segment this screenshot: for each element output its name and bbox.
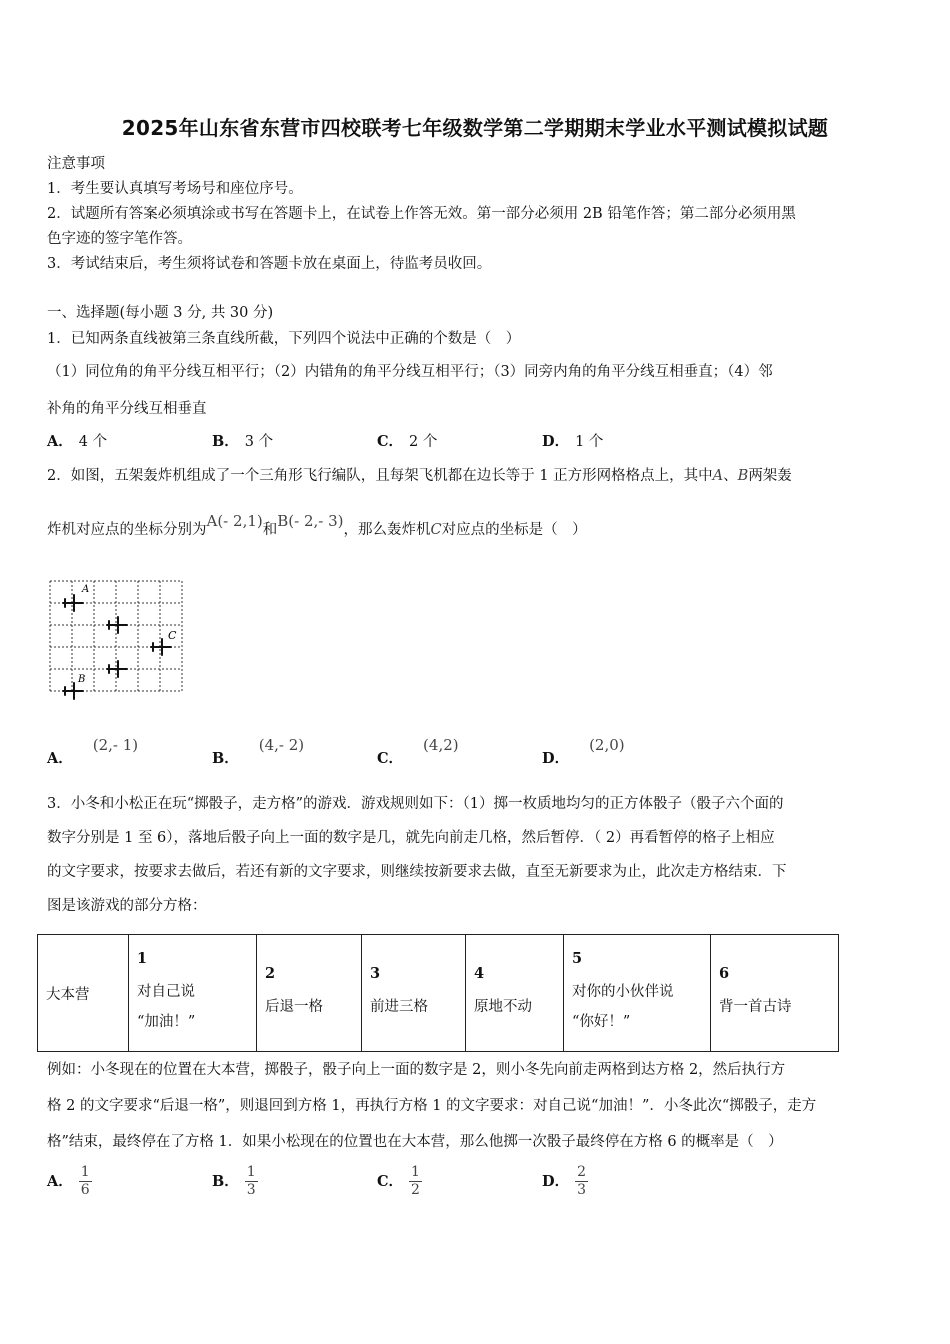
game-board-table [37,934,839,1052]
q3-stem: 图是该游戏的部分方格： [47,898,207,914]
table-cell-2: 2 后退一格 [257,935,362,1052]
table-row [38,935,839,1052]
fraction: $\frac{1}{2}$ [411,1164,420,1198]
fig-label-a: A [82,584,90,595]
notice-heading: 注意事项 [47,156,105,172]
table-cell-4: 4 原地不动 [466,935,564,1052]
q1-option-b[interactable]: B． 3 个 [212,433,274,450]
fig-label-c: C [168,629,177,642]
section-heading: 一、选择题(每小题 3 分, 共 30 分) [47,305,274,321]
q3-option-a[interactable]: A． $\frac{1}{6}$ [47,1164,90,1198]
q3-option-c[interactable]: C． $\frac{1}{2}$ [377,1164,420,1198]
q1-statements: （1）同位角的角平分线互相平行；（2）内错角的角平分线互相平行；（3）同旁内角的角平分线互相垂直；（4）邻 [47,364,773,380]
table-cell-5: 5 对你的小伙伴说 “你好！” [564,935,711,1052]
q3-option-d[interactable]: D． $\frac{2}{3}$ [542,1164,586,1198]
q2-option-b[interactable]: B．(4,- 2) [212,736,305,767]
fraction: $\frac{2}{3}$ [577,1164,586,1198]
q3-example: 格”结束，最终停在了方格 1．如果小松现在的位置也在大本营，那么他掷一次骰子最终停在方格 6 的概率是（ ） [47,1134,783,1150]
table-cell-start: 大本营 [38,935,129,1052]
q3-option-b[interactable]: B． $\frac{1}{3}$ [212,1164,256,1198]
q1-option-c[interactable]: C． 2 个 [377,433,438,450]
fraction: $\frac{1}{6}$ [80,1164,90,1198]
table-cell-6: 6 背一首古诗 [711,935,839,1052]
fraction: $\frac{1}{3}$ [246,1164,256,1198]
q3-options [47,1164,907,1210]
q2-stem: 2．如图，五架轰炸机组成了一个三角形飞行编队，且每架飞机都在边长等于 1 正方形网格格点上，其中A、B两架轰 [47,468,792,484]
q1-option-a[interactable]: A． 4 个 [47,433,108,450]
q2-option-c[interactable]: C．(4,2) [377,736,459,767]
q3-example: 例如：小冬现在的位置在大本营，掷骰子，骰子向上一面的数字是 2，则小冬先向前走两格到达方格 2，然后执行方 [47,1062,786,1078]
plane-b-icon [63,683,83,699]
q3-stem: 数字分别是 1 至 6），落地后骰子向上一面的数字是几，就先向前走几格，然后暂停．（ 2）再看暂停的格子上相应 [47,830,775,846]
q2-option-a[interactable]: A．(2,- 1) [47,736,139,767]
table-cell-3: 3 前进三格 [362,935,466,1052]
notice-item: 3．考试结束后，考生须将试卷和答题卡放在桌面上，待监考员收回。 [47,256,492,272]
plane-icon [107,661,127,677]
q1-stem: 1．已知两条直线被第三条直线所截，下列四个说法中正确的个数是（ ） [47,331,521,347]
notice-item: 2．试题所有答案必须填涂或书写在答题卡上，在试卷上作答无效。第一部分必须用 2B 铅笔作答；第二部分必须用黑 [47,206,796,222]
plane-icon [107,617,127,633]
fig-label-b: B [78,674,86,685]
q3-example: 格 2 的文字要求“后退一格”，则退回到方格 1，再执行方格 1 的文字要求：对自己说“加油！”．小冬此次“掷骰子，走方 [47,1098,817,1114]
q1-options [47,430,907,454]
page-title: 2025年山东省东营市四校联考七年级数学第二学期期末学业水平测试模拟试题 [121,116,829,140]
notice-item: 色字迹的签字笔作答。 [47,231,192,247]
q2-options [47,734,907,767]
formation-grid-figure [47,578,192,703]
q3-stem: 的文字要求，按要求去做后，若还有新的文字要求，则继续按新要求去做，直至无新要求为止，此次走方格结束．下 [47,864,787,880]
q3-stem: 3．小冬和小松正在玩“掷骰子，走方格”的游戏．游戏规则如下：（1）掷一枚质地均匀的正方体骰子（骰子六个面的 [47,796,784,812]
q1-option-d[interactable]: D． 1 个 [542,433,604,450]
table-cell-1: 1 对自己说 “加油！” [129,935,257,1052]
notice-item: 1．考生要认真填写考场号和座位序号。 [47,181,303,197]
q1-statements-cont: 补角的角平分线互相垂直 [47,401,207,417]
q2-stem-cont: 炸机对应点的坐标分别为A(- 2,1)和B(- 2,- 3)，那么轰炸机C对应点的坐标是（ ） [47,512,587,538]
plane-a-icon [63,595,83,611]
q2-option-d[interactable]: D．(2,0) [542,736,625,767]
